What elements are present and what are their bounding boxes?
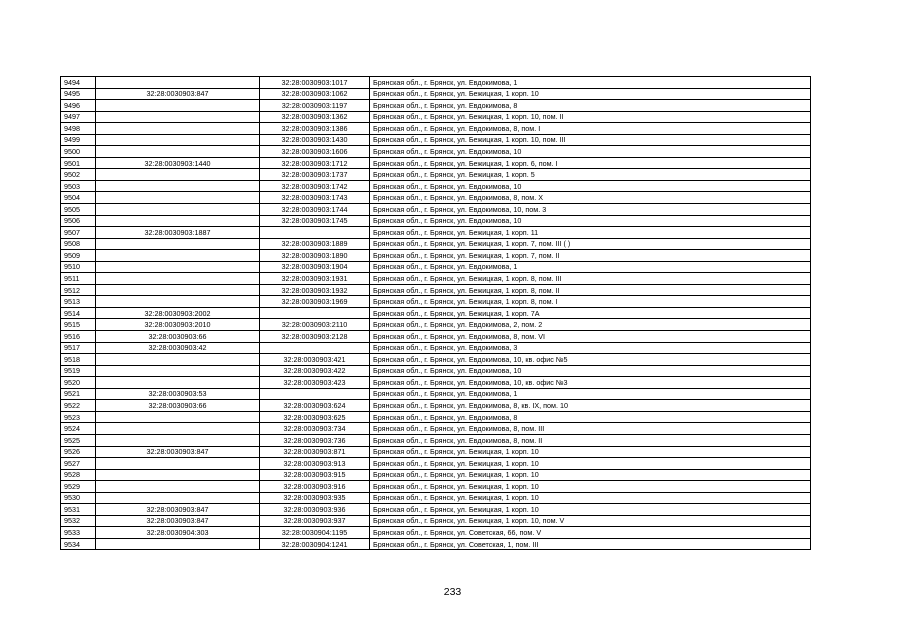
address-cell: Брянская обл., г. Брянск, ул. Евдокимова, 8: [370, 100, 811, 112]
row-number-cell: 9530: [61, 492, 96, 504]
cadastral-number-cell: 32:28:0030903:1904: [260, 261, 370, 273]
parent-cadastral-number-cell: 32:28:0030903:2002: [96, 307, 260, 319]
cadastral-number-cell: 32:28:0030903:1712: [260, 157, 370, 169]
row-number-cell: 9529: [61, 481, 96, 493]
row-number-cell: 9519: [61, 365, 96, 377]
cadastral-number-cell: 32:28:0030903:1362: [260, 111, 370, 123]
registry-table: [60, 76, 811, 550]
address-cell: Брянская обл., г. Брянск, ул. Бежицкая, 1 корп. 5: [370, 169, 811, 181]
address-cell: Брянская обл., г. Брянск, ул. Бежицкая, 1 корп. 7, пом. III ( ): [370, 238, 811, 250]
cadastral-number-cell: 32:28:0030903:936: [260, 504, 370, 516]
table-row: [61, 423, 811, 435]
address-cell: Брянская обл., г. Брянск, ул. Бежицкая, 1 корп. 6, пом. I: [370, 157, 811, 169]
cadastral-number-cell: 32:28:0030903:1062: [260, 88, 370, 100]
row-number-cell: 9507: [61, 227, 96, 239]
cadastral-number-cell: 32:28:0030904:1195: [260, 527, 370, 539]
cadastral-number-cell: 32:28:0030903:1386: [260, 123, 370, 135]
parent-cadastral-number-cell: [96, 273, 260, 285]
row-number-cell: 9525: [61, 434, 96, 446]
address-cell: Брянская обл., г. Брянск, ул. Евдокимова, 10: [370, 215, 811, 227]
row-number-cell: 9513: [61, 296, 96, 308]
table-row: [61, 365, 811, 377]
parent-cadastral-number-cell: 32:28:0030903:847: [96, 515, 260, 527]
parent-cadastral-number-cell: [96, 204, 260, 216]
parent-cadastral-number-cell: 32:28:0030903:42: [96, 342, 260, 354]
row-number-cell: 9501: [61, 157, 96, 169]
row-number-cell: 9504: [61, 192, 96, 204]
parent-cadastral-number-cell: [96, 123, 260, 135]
row-number-cell: 9510: [61, 261, 96, 273]
table-row: [61, 192, 811, 204]
cadastral-number-cell: 32:28:0030903:736: [260, 434, 370, 446]
table-row: [61, 169, 811, 181]
table-row: [61, 527, 811, 539]
parent-cadastral-number-cell: [96, 354, 260, 366]
address-cell: Брянская обл., г. Брянск, ул. Бежицкая, 1 корп. 10: [370, 469, 811, 481]
cadastral-number-cell: 32:28:0030903:937: [260, 515, 370, 527]
table-row: [61, 400, 811, 412]
registry-table-body: [61, 77, 811, 550]
parent-cadastral-number-cell: [96, 192, 260, 204]
address-cell: Брянская обл., г. Брянск, ул. Евдокимова, 8, пом. III: [370, 423, 811, 435]
parent-cadastral-number-cell: [96, 423, 260, 435]
parent-cadastral-number-cell: [96, 365, 260, 377]
row-number-cell: 9506: [61, 215, 96, 227]
row-number-cell: 9521: [61, 388, 96, 400]
parent-cadastral-number-cell: 32:28:0030903:847: [96, 446, 260, 458]
parent-cadastral-number-cell: [96, 538, 260, 550]
row-number-cell: 9512: [61, 284, 96, 296]
row-number-cell: 9516: [61, 331, 96, 343]
address-cell: Брянская обл., г. Брянск, ул. Евдокимова, 8, пом. II: [370, 434, 811, 446]
table-row: [61, 492, 811, 504]
address-cell: Брянская обл., г. Брянск, ул. Бежицкая, 1 корп. 8, пом. I: [370, 296, 811, 308]
address-cell: Брянская обл., г. Брянск, ул. Бежицкая, 1 корп. 8, пом. II: [370, 284, 811, 296]
parent-cadastral-number-cell: [96, 100, 260, 112]
table-row: [61, 388, 811, 400]
table-row: [61, 307, 811, 319]
address-cell: Брянская обл., г. Брянск, ул. Бежицкая, 1 корп. 10, пом. III: [370, 134, 811, 146]
parent-cadastral-number-cell: [96, 215, 260, 227]
address-cell: Брянская обл., г. Брянск, ул. Евдокимова, 1: [370, 261, 811, 273]
table-row: [61, 134, 811, 146]
parent-cadastral-number-cell: 32:28:0030903:2010: [96, 319, 260, 331]
row-number-cell: 9531: [61, 504, 96, 516]
address-cell: Брянская обл., г. Брянск, ул. Евдокимова, 8, пом. I: [370, 123, 811, 135]
row-number-cell: 9500: [61, 146, 96, 158]
row-number-cell: 9518: [61, 354, 96, 366]
parent-cadastral-number-cell: [96, 434, 260, 446]
table-row: [61, 446, 811, 458]
table-row: [61, 469, 811, 481]
row-number-cell: 9514: [61, 307, 96, 319]
cadastral-number-cell: 32:28:0030904:1241: [260, 538, 370, 550]
cadastral-number-cell: [260, 227, 370, 239]
cadastral-number-cell: 32:28:0030903:935: [260, 492, 370, 504]
row-number-cell: 9502: [61, 169, 96, 181]
row-number-cell: 9527: [61, 458, 96, 470]
table-row: [61, 88, 811, 100]
parent-cadastral-number-cell: [96, 134, 260, 146]
table-row: [61, 261, 811, 273]
cadastral-number-cell: 32:28:0030903:2110: [260, 319, 370, 331]
parent-cadastral-number-cell: [96, 411, 260, 423]
table-row: [61, 504, 811, 516]
cadastral-number-cell: 32:28:0030903:624: [260, 400, 370, 412]
row-number-cell: 9508: [61, 238, 96, 250]
table-row: [61, 146, 811, 158]
row-number-cell: 9503: [61, 180, 96, 192]
row-number-cell: 9511: [61, 273, 96, 285]
cadastral-number-cell: 32:28:0030903:1890: [260, 250, 370, 262]
cadastral-number-cell: 32:28:0030903:1889: [260, 238, 370, 250]
cadastral-number-cell: 32:28:0030903:913: [260, 458, 370, 470]
row-number-cell: 9515: [61, 319, 96, 331]
row-number-cell: 9534: [61, 538, 96, 550]
cadastral-number-cell: 32:28:0030903:422: [260, 365, 370, 377]
page-number: 233: [443, 586, 462, 598]
row-number-cell: 9499: [61, 134, 96, 146]
row-number-cell: 9532: [61, 515, 96, 527]
address-cell: Брянская обл., г. Брянск, ул. Бежицкая, 1 корп. 10: [370, 492, 811, 504]
table-row: [61, 458, 811, 470]
table-row: [61, 250, 811, 262]
parent-cadastral-number-cell: 32:28:0030903:1887: [96, 227, 260, 239]
table-row: [61, 331, 811, 343]
address-cell: Брянская обл., г. Брянск, ул. Бежицкая, 1 корп. 10: [370, 446, 811, 458]
address-cell: Брянская обл., г. Брянск, ул. Бежицкая, 1 корп. 10: [370, 481, 811, 493]
address-cell: Брянская обл., г. Брянск, ул. Евдокимова, 8: [370, 411, 811, 423]
parent-cadastral-number-cell: 32:28:0030903:66: [96, 400, 260, 412]
parent-cadastral-number-cell: 32:28:0030903:847: [96, 504, 260, 516]
row-number-cell: 9522: [61, 400, 96, 412]
parent-cadastral-number-cell: [96, 169, 260, 181]
cadastral-number-cell: 32:28:0030903:871: [260, 446, 370, 458]
cadastral-number-cell: 32:28:0030903:421: [260, 354, 370, 366]
row-number-cell: 9533: [61, 527, 96, 539]
parent-cadastral-number-cell: [96, 238, 260, 250]
cadastral-number-cell: 32:28:0030903:1744: [260, 204, 370, 216]
row-number-cell: 9528: [61, 469, 96, 481]
table-row: [61, 515, 811, 527]
cadastral-number-cell: 32:28:0030903:1430: [260, 134, 370, 146]
parent-cadastral-number-cell: 32:28:0030903:1440: [96, 157, 260, 169]
table-row: [61, 296, 811, 308]
table-row: [61, 111, 811, 123]
row-number-cell: 9498: [61, 123, 96, 135]
parent-cadastral-number-cell: [96, 469, 260, 481]
parent-cadastral-number-cell: [96, 111, 260, 123]
cadastral-number-cell: 32:28:0030903:423: [260, 377, 370, 389]
parent-cadastral-number-cell: [96, 180, 260, 192]
parent-cadastral-number-cell: [96, 377, 260, 389]
parent-cadastral-number-cell: 32:28:0030903:53: [96, 388, 260, 400]
address-cell: Брянская обл., г. Брянск, ул. Бежицкая, 1 корп. 10, пом. II: [370, 111, 811, 123]
address-cell: Брянская обл., г. Брянск, ул. Бежицкая, 1 корп. 10: [370, 458, 811, 470]
table-row: [61, 215, 811, 227]
table-row: [61, 284, 811, 296]
cadastral-number-cell: 32:28:0030903:1606: [260, 146, 370, 158]
cadastral-number-cell: 32:28:0030903:1737: [260, 169, 370, 181]
address-cell: Брянская обл., г. Брянск, ул. Советская, 66, пом. V: [370, 527, 811, 539]
cadastral-number-cell: 32:28:0030903:1931: [260, 273, 370, 285]
parent-cadastral-number-cell: 32:28:0030903:66: [96, 331, 260, 343]
table-row: [61, 411, 811, 423]
table-row: [61, 342, 811, 354]
address-cell: Брянская обл., г. Брянск, ул. Евдокимова, 1: [370, 77, 811, 89]
cadastral-number-cell: 32:28:0030903:1743: [260, 192, 370, 204]
cadastral-number-cell: 32:28:0030903:915: [260, 469, 370, 481]
cadastral-number-cell: 32:28:0030903:625: [260, 411, 370, 423]
table-row: [61, 77, 811, 89]
parent-cadastral-number-cell: [96, 458, 260, 470]
parent-cadastral-number-cell: [96, 250, 260, 262]
table-row: [61, 157, 811, 169]
cadastral-number-cell: 32:28:0030903:1969: [260, 296, 370, 308]
cadastral-number-cell: 32:28:0030903:734: [260, 423, 370, 435]
address-cell: Брянская обл., г. Брянск, ул. Евдокимова, 10, пом. 3: [370, 204, 811, 216]
address-cell: Брянская обл., г. Брянск, ул. Бежицкая, 1 корп. 7, пом. II: [370, 250, 811, 262]
address-cell: Брянская обл., г. Брянск, ул. Евдокимова, 8, пом. X: [370, 192, 811, 204]
address-cell: Брянская обл., г. Брянск, ул. Советская, 1, пом. III: [370, 538, 811, 550]
table-row: [61, 123, 811, 135]
parent-cadastral-number-cell: [96, 284, 260, 296]
table-row: [61, 204, 811, 216]
address-cell: Брянская обл., г. Брянск, ул. Евдокимова, 10, кв. офис №3: [370, 377, 811, 389]
table-row: [61, 377, 811, 389]
address-cell: Брянская обл., г. Брянск, ул. Евдокимова, 10: [370, 146, 811, 158]
table-row: [61, 273, 811, 285]
table-row: [61, 434, 811, 446]
address-cell: Брянская обл., г. Брянск, ул. Евдокимова, 3: [370, 342, 811, 354]
row-number-cell: 9524: [61, 423, 96, 435]
row-number-cell: 9496: [61, 100, 96, 112]
address-cell: Брянская обл., г. Брянск, ул. Евдокимова, 8, пом. VI: [370, 331, 811, 343]
cadastral-number-cell: 32:28:0030903:1742: [260, 180, 370, 192]
row-number-cell: 9505: [61, 204, 96, 216]
table-row: [61, 319, 811, 331]
table-row: [61, 227, 811, 239]
address-cell: Брянская обл., г. Брянск, ул. Евдокимова, 10: [370, 180, 811, 192]
address-cell: Брянская обл., г. Брянск, ул. Евдокимова, 1: [370, 388, 811, 400]
cadastral-number-cell: [260, 342, 370, 354]
address-cell: Брянская обл., г. Брянск, ул. Бежицкая, 1 корп. 10: [370, 504, 811, 516]
cadastral-number-cell: 32:28:0030903:1932: [260, 284, 370, 296]
cadastral-number-cell: 32:28:0030903:2128: [260, 331, 370, 343]
parent-cadastral-number-cell: 32:28:0030904:303: [96, 527, 260, 539]
parent-cadastral-number-cell: 32:28:0030903:847: [96, 88, 260, 100]
parent-cadastral-number-cell: [96, 261, 260, 273]
address-cell: Брянская обл., г. Брянск, ул. Бежицкая, 1 корп. 11: [370, 227, 811, 239]
row-number-cell: 9494: [61, 77, 96, 89]
address-cell: Брянская обл., г. Брянск, ул. Бежицкая, 1 корп. 10: [370, 88, 811, 100]
address-cell: Брянская обл., г. Брянск, ул. Бежицкая, 1 корп. 7А: [370, 307, 811, 319]
cadastral-number-cell: [260, 388, 370, 400]
table-row: [61, 238, 811, 250]
table-row: [61, 481, 811, 493]
table-row: [61, 354, 811, 366]
row-number-cell: 9497: [61, 111, 96, 123]
row-number-cell: 9520: [61, 377, 96, 389]
address-cell: Брянская обл., г. Брянск, ул. Евдокимова, 8, кв. IX, пом. 10: [370, 400, 811, 412]
cadastral-number-cell: 32:28:0030903:1197: [260, 100, 370, 112]
address-cell: Брянская обл., г. Брянск, ул. Евдокимова, 2, пом. 2: [370, 319, 811, 331]
parent-cadastral-number-cell: [96, 146, 260, 158]
row-number-cell: 9495: [61, 88, 96, 100]
row-number-cell: 9526: [61, 446, 96, 458]
parent-cadastral-number-cell: [96, 481, 260, 493]
parent-cadastral-number-cell: [96, 77, 260, 89]
address-cell: Брянская обл., г. Брянск, ул. Бежицкая, 1 корп. 10, пом. V: [370, 515, 811, 527]
cadastral-number-cell: 32:28:0030903:1017: [260, 77, 370, 89]
row-number-cell: 9509: [61, 250, 96, 262]
row-number-cell: 9523: [61, 411, 96, 423]
row-number-cell: 9517: [61, 342, 96, 354]
parent-cadastral-number-cell: [96, 492, 260, 504]
cadastral-number-cell: 32:28:0030903:916: [260, 481, 370, 493]
table-row: [61, 100, 811, 112]
table-row: [61, 180, 811, 192]
parent-cadastral-number-cell: [96, 296, 260, 308]
address-cell: Брянская обл., г. Брянск, ул. Бежицкая, 1 корп. 8, пом. III: [370, 273, 811, 285]
address-cell: Брянская обл., г. Брянск, ул. Евдокимова, 10: [370, 365, 811, 377]
table-row: [61, 538, 811, 550]
cadastral-number-cell: [260, 307, 370, 319]
address-cell: Брянская обл., г. Брянск, ул. Евдокимова, 10, кв. офис №5: [370, 354, 811, 366]
cadastral-number-cell: 32:28:0030903:1745: [260, 215, 370, 227]
